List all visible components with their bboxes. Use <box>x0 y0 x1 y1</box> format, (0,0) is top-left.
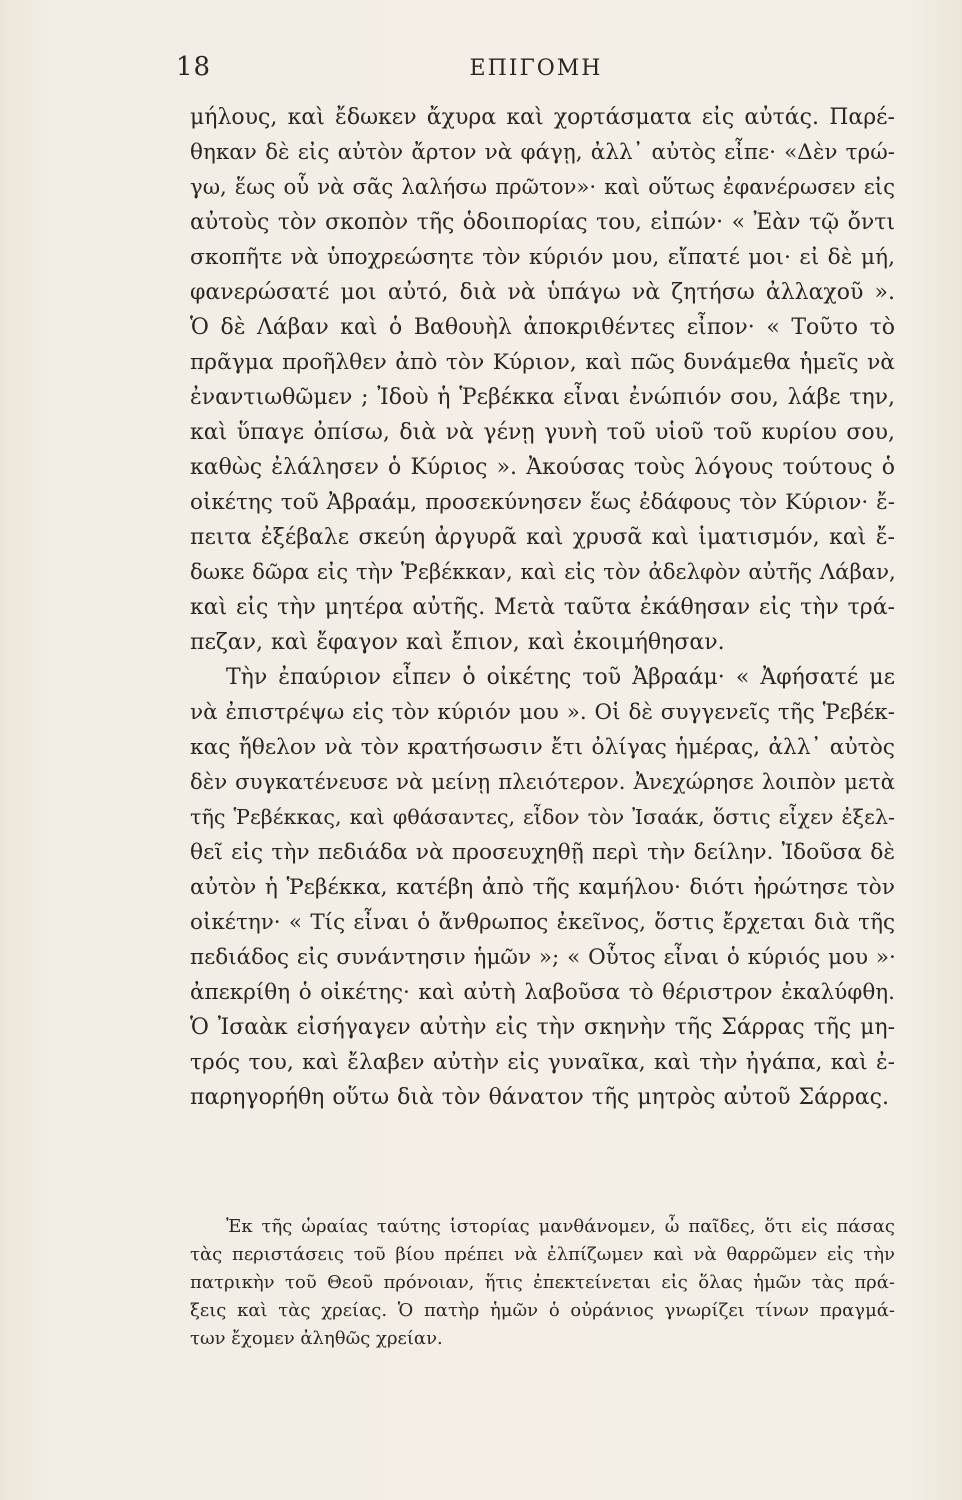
footnote <box>190 1213 895 1353</box>
text-line: αὐτοὺς τὸν σκοπὸν τῆς ὁδοιπορίας του, εἰπών· « Ἐὰν τῷ ὄντι <box>190 210 895 235</box>
text-line: σκοπῆτε νὰ ὑποχρεώσητε τὸν κύριόν μου, εἴπατέ μοι· εἰ δὲ μή, <box>190 245 895 270</box>
text-line: Τὴν ἐπαύριον εἶπεν ὁ οἰκέτης τοῦ Ἀβραάμ· « Ἀφήσατέ με <box>226 665 895 690</box>
footnote-line: τὰς περιστάσεις τοῦ βίου πρέπει νὰ ἐλπίζωμεν καὶ νὰ θαρρῶμεν εἰς τὴν <box>190 1244 895 1265</box>
text-line: δωκε δῶρα εἰς τὴν Ῥεβέκκαν, καὶ εἰς τὸν ἀδελφὸν αὐτῆς Λάβαν, <box>190 560 896 585</box>
text-line: καθὼς ἐλάλησεν ὁ Κύριος ». Ἀκούσας τοὺς λόγους τούτους ὁ <box>190 455 895 480</box>
text-line: πρᾶγμα προῆλθεν ἀπὸ τὸν Κύριον, καὶ πῶς δυνάμεθα ἡμεῖς νὰ <box>190 350 895 375</box>
footnote-line: Ἐκ τῆς ὡραίας ταύτης ἱστορίας μανθάνομεν, ὦ παῖδες, ὅτι εἰς πάσας <box>226 1216 895 1237</box>
text-line: νὰ ἐπιστρέψω εἰς τὸν κύριόν μου ». Οἱ δὲ συγγενεῖς τῆς Ῥεβέκ- <box>190 700 895 725</box>
text-line: πειτα ἐξέβαλε σκεύη ἀργυρᾶ καὶ χρυσᾶ καὶ ἱματισμόν, καὶ ἔ- <box>190 525 895 550</box>
text-line: καὶ ὕπαγε ὀπίσω, διὰ νὰ γένῃ γυνὴ τοῦ υἱοῦ τοῦ κυρίου σου, <box>190 420 895 445</box>
text-line: παρηγορήθη οὕτω διὰ τὸν θάνατον τῆς μητρὸς αὐτοῦ Σάρρας. <box>190 1085 889 1110</box>
text-line: γω, ἕως οὗ νὰ σᾶς λαλήσω πρῶτον»· καὶ οὕτως ἐφανέρωσεν εἰς <box>190 175 895 200</box>
footnote-line: των ἔχομεν ἀληθῶς χρείαν. <box>190 1328 443 1349</box>
page-number: 18 <box>176 52 212 82</box>
body-text <box>190 100 895 1115</box>
text-line: ἐναντιωθῶμεν ; Ἰδοὺ ἡ Ῥεβέκκα εἶναι ἐνώπιόν σου, λάβε την, <box>190 385 895 410</box>
text-line: δὲν συγκατένευσε νὰ μείνῃ πλειότερον. Ἀνεχώρησε λοιπὸν μετὰ <box>190 770 895 795</box>
text-line: οἰκέτην· « Τίς εἶναι ὁ ἄνθρωπος ἐκεῖνος, ὅστις ἔρχεται διὰ τῆς <box>190 910 895 935</box>
text-line: κας ἤθελον νὰ τὸν κρατήσωσιν ἔτι ὀλίγας ἡμέρας, ἀλλ᾽ αὐτὸς <box>190 735 895 760</box>
page-header <box>176 52 896 92</box>
text-line: αὐτὸν ἡ Ῥεβέκκα, κατέβη ἀπὸ τῆς καμήλου· διότι ἠρώτησε τὸν <box>190 875 895 900</box>
text-line: μήλους, καὶ ἔδωκεν ἄχυρα καὶ χορτάσματα εἰς αὐτάς. Παρέ- <box>190 105 895 130</box>
running-head: ΕΠΙΓΟΜΗ <box>469 56 603 81</box>
footnote-line: πατρικὴν τοῦ Θεοῦ πρόνοιαν, ἥτις ἐπεκτείνεται εἰς ὅλας ἡμῶν τὰς πρά- <box>190 1272 895 1293</box>
text-line: φανερώσατέ μοι αὐτό, διὰ νὰ ὑπάγω νὰ ζητήσω ἀλλαχοῦ ». <box>190 280 895 305</box>
text-line: Ὁ Ἰσαὰκ εἰσήγαγεν αὐτὴν εἰς τὴν σκηνὴν τῆς Σάρρας τῆς μη- <box>190 1015 895 1040</box>
text-line: θηκαν δὲ εἰς αὐτὸν ἄρτον νὰ φάγῃ, ἀλλ᾽ αὐτὸς εἶπε· «Δὲν τρώ- <box>190 140 895 165</box>
text-line: θεῖ εἰς τὴν πεδιάδα νὰ προσευχηθῇ περὶ τὴν δείλην. Ἰδοῦσα δὲ <box>190 840 895 865</box>
text-line: ἀπεκρίθη ὁ οἰκέτης· καὶ αὐτὴ λαβοῦσα τὸ θέριστρον ἐκαλύφθη. <box>190 980 895 1005</box>
text-line: καὶ εἰς τὴν μητέρα αὐτῆς. Μετὰ ταῦτα ἐκάθησαν εἰς τὴν τρά- <box>190 595 895 620</box>
text-line: πεδιάδος εἰς συνάντησιν ἡμῶν »; « Οὗτος εἶναι ὁ κύριός μου »· <box>190 945 896 970</box>
footnote-line: ξεις καὶ τὰς χρείας. Ὁ πατὴρ ἡμῶν ὁ οὐράνιος γνωρίζει τίνων πραγμά- <box>190 1300 895 1321</box>
text-line: οἰκέτης τοῦ Ἀβραάμ, προσεκύνησεν ἕως ἐδάφους τὸν Κύριον· ἔ- <box>190 490 895 515</box>
text-line: τρός του, καὶ ἔλαβεν αὐτὴν εἰς γυναῖκα, καὶ τὴν ἠγάπα, καὶ ἐ- <box>190 1050 895 1075</box>
text-line: πεζαν, καὶ ἔφαγον καὶ ἔπιον, καὶ ἐκοιμήθησαν. <box>190 630 725 655</box>
text-line: Ὁ δὲ Λάβαν καὶ ὁ Βαθουὴλ ἀποκριθέντες εἶπον· « Τοῦτο τὸ <box>190 315 895 340</box>
text-line: τῆς Ῥεβέκκας, καὶ φθάσαντες, εἶδον τὸν Ἰσαάκ, ὅστις εἶχεν ἐξελ- <box>190 805 895 829</box>
